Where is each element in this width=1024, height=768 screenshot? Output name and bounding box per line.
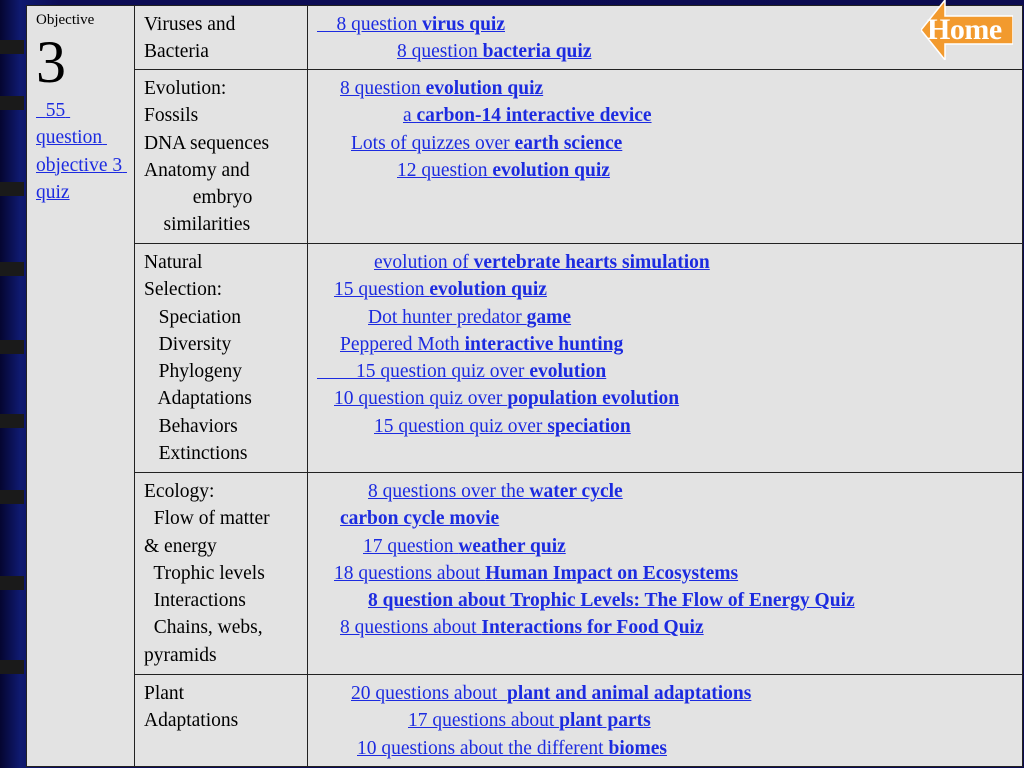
topic-line: Bacteria	[144, 41, 209, 63]
resource-link-text: 8 question	[397, 41, 483, 63]
table-row	[27, 244, 1023, 473]
resource-link-text: 8 questions about	[340, 617, 482, 639]
background-streak	[0, 40, 24, 54]
resource-link-bold-text: virus quiz	[422, 14, 505, 35]
topic-line: Flow of matter	[144, 508, 270, 530]
links-cell	[308, 6, 1023, 70]
resource-line	[317, 413, 1014, 440]
resource-link-text: Lots of quizzes over	[351, 132, 515, 154]
resource-link-bold-text: earth science	[514, 132, 623, 154]
resource-line	[317, 707, 1014, 734]
table-row	[27, 70, 1023, 244]
resource-link-bold-text: Human Impact on Ecosystems	[485, 562, 739, 584]
topic-line: Diversity	[144, 333, 232, 355]
resource-link-bold-text: evolution	[529, 361, 607, 383]
resource-link-text: evolution of	[374, 252, 474, 273]
resource-line	[317, 249, 1014, 276]
resource-link[interactable]	[357, 738, 667, 759]
resource-link[interactable]	[397, 41, 591, 62]
resource-link[interactable]	[368, 307, 571, 328]
topic-line: Plant	[144, 683, 185, 704]
background-streak	[0, 660, 24, 674]
resource-link-text: 15 question quiz over	[317, 361, 530, 383]
resource-line	[317, 478, 1014, 505]
background-streak	[0, 340, 24, 354]
objective-table	[26, 5, 1023, 767]
background-streak	[0, 96, 24, 110]
links-cell	[308, 473, 1023, 675]
topic-cell	[135, 70, 308, 244]
objective-cell	[27, 6, 135, 767]
topic-line: Natural	[144, 252, 203, 273]
home-label: Home	[927, 13, 1002, 46]
topic-line: Speciation	[144, 306, 241, 328]
resource-link-bold-text: weather quiz	[458, 535, 566, 557]
resource-line	[317, 735, 1014, 762]
resource-link-bold-text: biomes	[608, 737, 667, 759]
resource-link[interactable]	[317, 361, 606, 382]
topic-line: Extinctions	[144, 443, 248, 465]
resource-link[interactable]	[340, 617, 704, 638]
resource-line	[317, 614, 1014, 641]
resource-line	[317, 358, 1014, 385]
resource-link-bold-text: water cycle	[529, 481, 623, 502]
topic-line: Interactions	[144, 590, 246, 612]
topic-line: Phylogeny	[144, 361, 243, 383]
links-cell	[308, 244, 1023, 473]
topic-line: Viruses and	[144, 14, 236, 35]
resource-link-text: a	[403, 105, 417, 127]
resource-link-bold-text: Interactions for Food Quiz	[481, 617, 704, 639]
background-streak	[0, 490, 24, 504]
resource-line	[317, 560, 1014, 587]
resource-link-text: 17 question	[363, 535, 459, 557]
resource-link[interactable]	[368, 481, 623, 502]
topic-line: Trophic levels	[144, 562, 265, 584]
resource-link-bold-text: carbon-14 interactive device	[416, 105, 652, 127]
resource-line	[317, 385, 1014, 412]
resource-link[interactable]	[334, 563, 738, 584]
topic-line: Selection:	[144, 279, 222, 301]
topic-line: Fossils	[144, 105, 199, 127]
links-cell	[308, 70, 1023, 244]
home-button[interactable]	[921, 0, 1013, 60]
resource-link-text: 8 questions over the	[368, 481, 530, 502]
resource-link-bold-text: evolution quiz	[492, 159, 610, 181]
topic-cell	[135, 675, 308, 767]
resource-line	[317, 587, 1014, 614]
resource-link-bold-text: carbon cycle movie	[340, 508, 500, 530]
resource-line	[317, 331, 1014, 358]
resource-link-text: 10 questions about the different	[357, 737, 609, 759]
resource-link-bold-text: 8 question about Trophic Levels: The Flow of Energy Quiz	[368, 590, 855, 612]
topic-line: & energy	[144, 535, 217, 557]
topic-line: Anatomy and	[144, 159, 250, 181]
resource-link-text: Peppered Moth	[340, 333, 465, 355]
resource-link[interactable]	[403, 105, 652, 126]
topic-cell	[135, 6, 308, 70]
resource-link-bold-text: speciation	[547, 415, 631, 437]
resource-link-bold-text: game	[526, 306, 572, 328]
resource-link-text: 8 question	[340, 78, 426, 99]
background-streak	[0, 262, 24, 276]
resource-line	[317, 75, 1014, 102]
background-streak	[0, 182, 24, 196]
resource-line	[317, 276, 1014, 303]
topic-line: similarities	[144, 214, 251, 236]
resource-link-bold-text: population evolution	[507, 388, 680, 410]
resource-link-bold-text: plant parts	[559, 710, 651, 732]
resource-link[interactable]	[363, 536, 566, 557]
topic-line: Adaptations	[144, 710, 239, 732]
resource-line	[317, 680, 1014, 707]
objective-label: Objective	[36, 12, 95, 28]
resource-link-text: 20 questions about	[351, 683, 507, 704]
objective-number: 3	[36, 29, 66, 95]
topic-line: Behaviors	[144, 415, 238, 437]
topic-cell	[135, 244, 308, 473]
resource-link-bold-text: bacteria quiz	[482, 41, 592, 63]
resource-link-bold-text: evolution quiz	[425, 78, 544, 99]
resource-line	[317, 38, 1014, 65]
resource-link[interactable]	[374, 416, 631, 437]
topic-line: DNA sequences	[144, 132, 270, 154]
resource-link-text: 17 questions about	[408, 710, 560, 732]
resource-link[interactable]	[340, 334, 623, 355]
resource-link[interactable]	[317, 14, 505, 35]
resource-link[interactable]	[368, 590, 855, 611]
background-streak	[0, 576, 24, 590]
topic-line: Adaptations	[144, 388, 252, 410]
topic-cell	[135, 473, 308, 675]
background-streak	[0, 414, 24, 428]
resource-line	[317, 157, 1014, 184]
resource-link[interactable]	[340, 508, 499, 529]
resource-line	[317, 304, 1014, 331]
resource-line	[317, 130, 1014, 157]
resource-link[interactable]	[351, 133, 622, 154]
resource-link-text: Dot hunter predator	[368, 306, 527, 328]
links-cell	[308, 675, 1023, 767]
resource-line	[317, 505, 1014, 532]
table-row	[27, 473, 1023, 675]
resource-link-bold-text: vertebrate hearts simulation	[473, 252, 710, 273]
resource-link-bold-text: plant and animal adaptations	[507, 683, 752, 704]
resource-line	[317, 533, 1014, 560]
resource-link[interactable]	[351, 683, 751, 704]
resource-link[interactable]	[408, 710, 651, 731]
resource-link-text: 10 question quiz over	[334, 388, 508, 410]
resource-link[interactable]	[334, 279, 547, 300]
topic-line: Chains, webs,	[144, 617, 263, 639]
resource-link[interactable]	[374, 252, 710, 273]
resource-link-text: 8 question	[317, 14, 423, 35]
topic-line: embryo	[144, 187, 253, 209]
resource-link[interactable]	[397, 160, 610, 181]
table-row	[27, 675, 1023, 767]
topic-line: pyramids	[144, 644, 217, 666]
resource-link-bold-text: interactive hunting	[464, 333, 624, 355]
resource-link-text: 18 questions about	[334, 562, 486, 584]
topic-line: Evolution:	[144, 78, 227, 99]
resource-link[interactable]	[340, 78, 543, 99]
resource-link-text: 12 question	[397, 159, 493, 181]
resource-line	[317, 102, 1014, 129]
objective-quiz-link[interactable]: 55 question objective 3 quiz	[36, 100, 127, 203]
resource-link-text: 15 question quiz over	[374, 415, 548, 437]
table-row	[27, 6, 1023, 70]
resource-link-bold-text: evolution quiz	[429, 279, 547, 301]
resource-link-text: 15 question	[334, 279, 430, 301]
resource-link[interactable]	[334, 388, 679, 409]
topic-line: Ecology:	[144, 481, 215, 502]
resource-line	[317, 11, 1014, 38]
